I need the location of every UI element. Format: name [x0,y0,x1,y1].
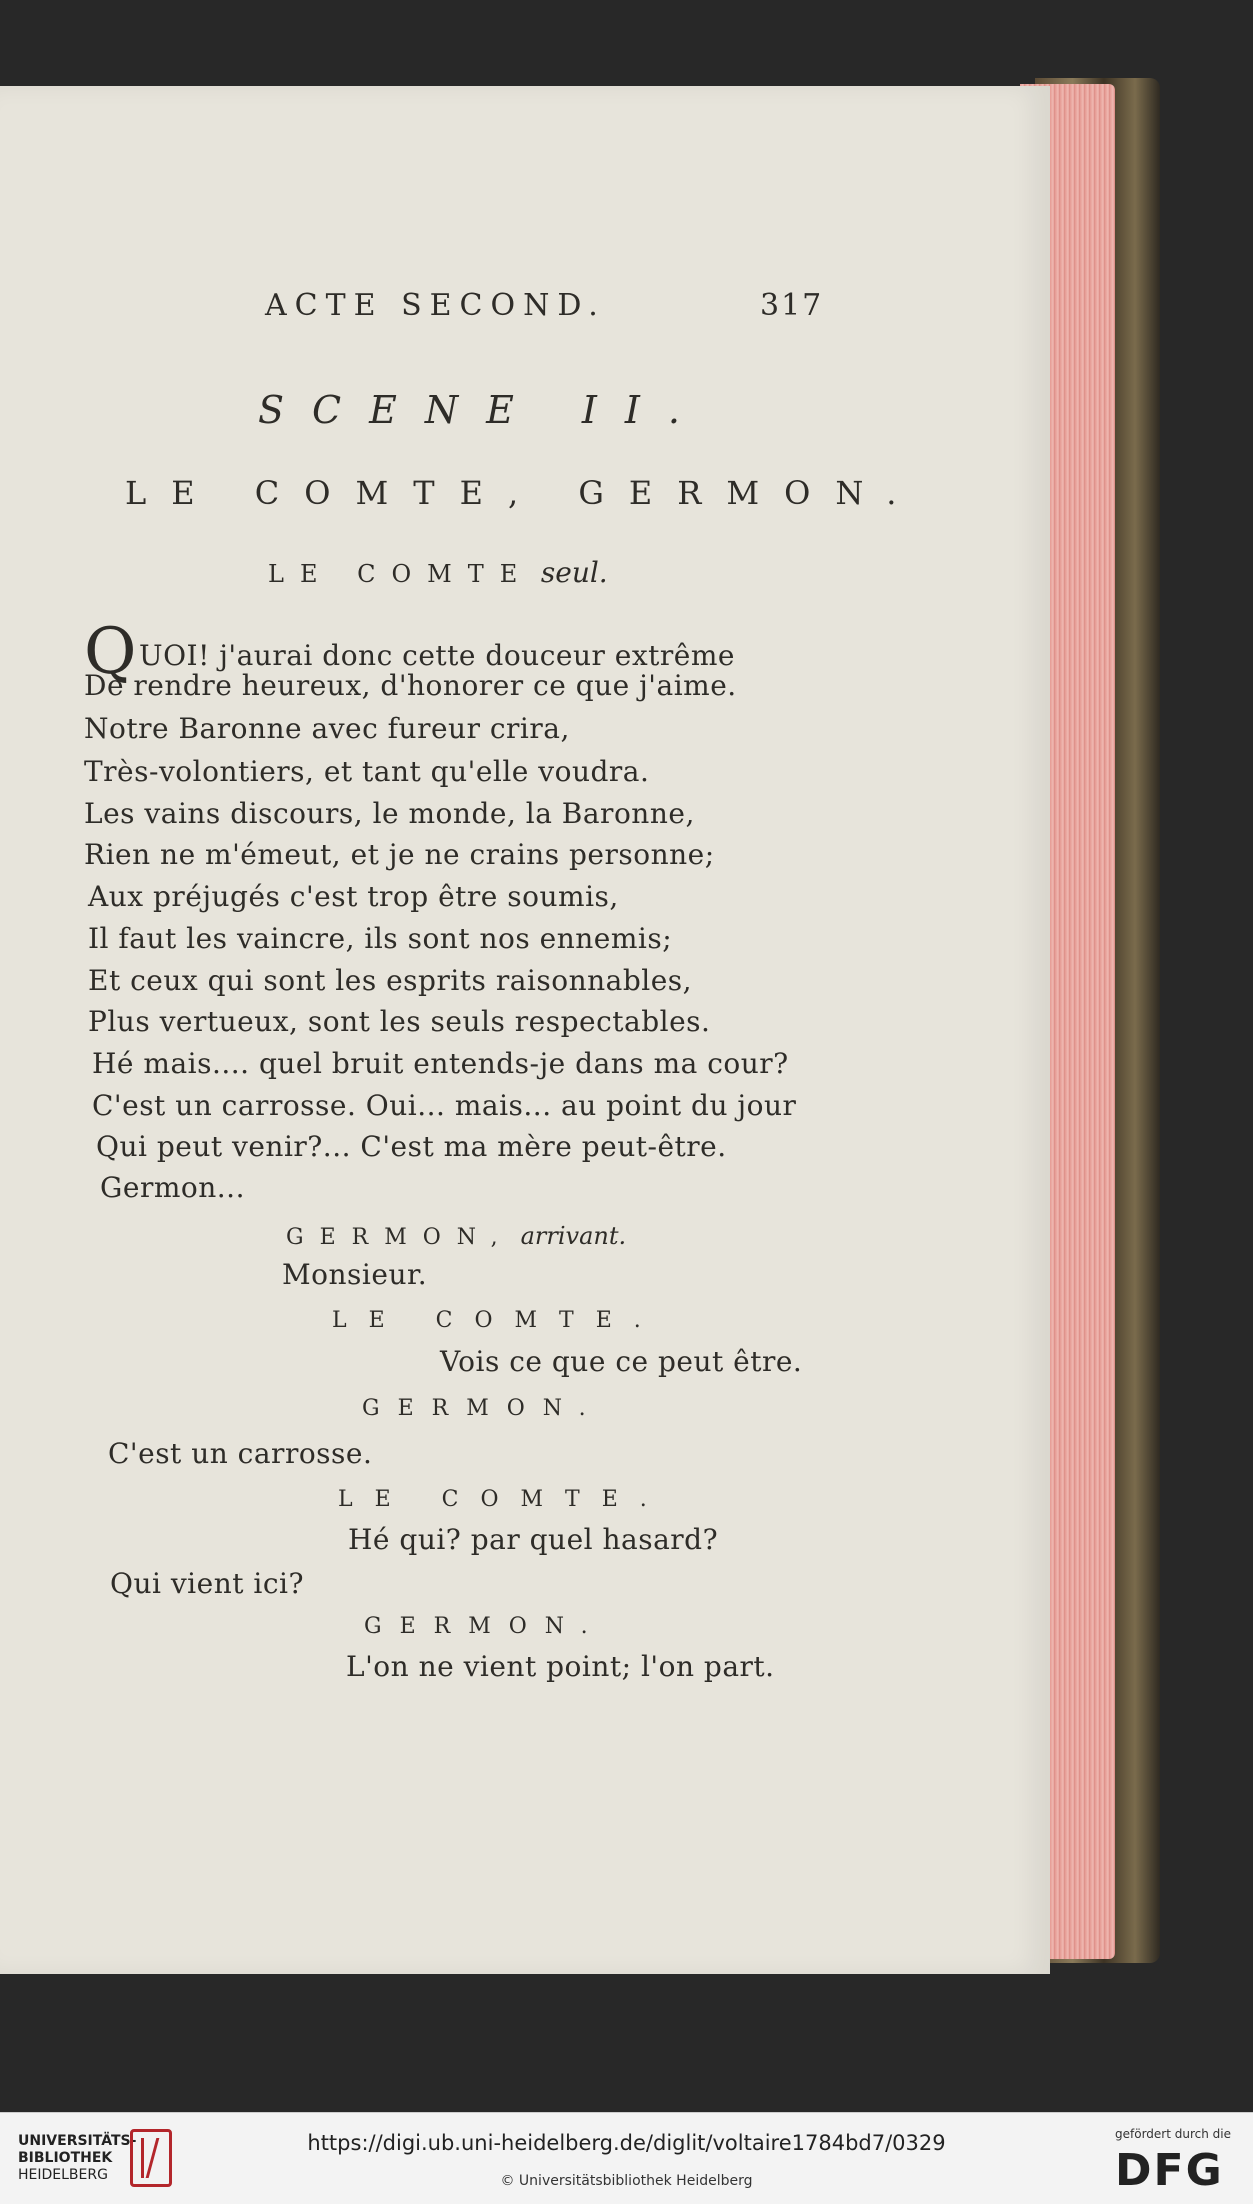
line-vois: Vois ce que ce peut être. [440,1345,803,1378]
line-monsieur: Monsieur. [282,1258,428,1291]
verse-line: Germon... [100,1171,245,1204]
verse-line: Notre Baronne avec fureur crira, [84,712,570,745]
scene-characters: LE COMTE, GERMON. [125,474,922,512]
viewer-footer [0,2112,1253,2204]
dfg-logo[interactable]: DFG [1115,2145,1224,2196]
line-lon-part: L'on ne vient point; l'on part. [346,1650,775,1683]
speaker-germon-arrivant: GERMON, arrivant. [286,1222,627,1250]
verse-line: Aux préjugés c'est trop être soumis, [88,880,619,913]
verse-line: Les vains discours, le monde, la Baronne, [84,797,695,830]
library-logo[interactable]: UNIVERSITÄTS- BIBLIOTHEK HEIDELBERG [18,2133,137,2183]
drop-cap: Q [84,615,137,689]
verse-line: De rendre heureux, d'honorer ce que j'aime. [84,669,737,702]
speaker-le-comte: LE COMTE. [332,1308,663,1333]
line-qui-vient: Qui vient ici? [110,1567,304,1600]
speaker-le-comte: LE COMTE seul. [268,556,608,589]
line-he-qui: Hé qui? par quel hasard? [348,1523,719,1556]
verse-line: Plus vertueux, sont les seuls respectables. [88,1005,711,1038]
verse-line: Hé mais.... quel bruit entends-je dans ma cour? [92,1047,789,1080]
speaker-germon: GERMON. [362,1396,604,1421]
funding-note: gefördert durch die [1115,2127,1231,2141]
verse-line: C'est un carrosse. Oui... mais... au point du jour [92,1089,797,1122]
verse-line: Très-volontiers, et tant qu'elle voudra. [84,755,650,788]
verse-line: Et ceux qui sont les esprits raisonnables, [88,964,693,997]
verse-line: Rien ne m'émeut, et je ne crains personne; [84,838,715,871]
page-number: 317 [760,288,824,323]
speaker-germon: GERMON. [364,1614,606,1639]
verse-line: Il faut les vaincre, ils sont nos ennemis; [88,922,673,955]
running-title: ACTE SECOND. [265,288,606,323]
verse-line-1: QUOI! j'aurai donc cette douceur extrême [84,615,735,689]
copyright-notice: © Universitätsbibliothek Heidelberg [500,2173,753,2189]
speaker-le-comte: LE COMTE. [338,1487,669,1512]
line-carrosse: C'est un carrosse. [108,1437,373,1470]
permalink-url[interactable]: https://digi.ub.uni-heidelberg.de/diglit/voltaire1784bd7/0329 [307,2131,946,2155]
scene-title: SCENE II. [258,388,709,432]
verse-line: Qui peut venir?... C'est ma mère peut-être. [96,1130,727,1163]
